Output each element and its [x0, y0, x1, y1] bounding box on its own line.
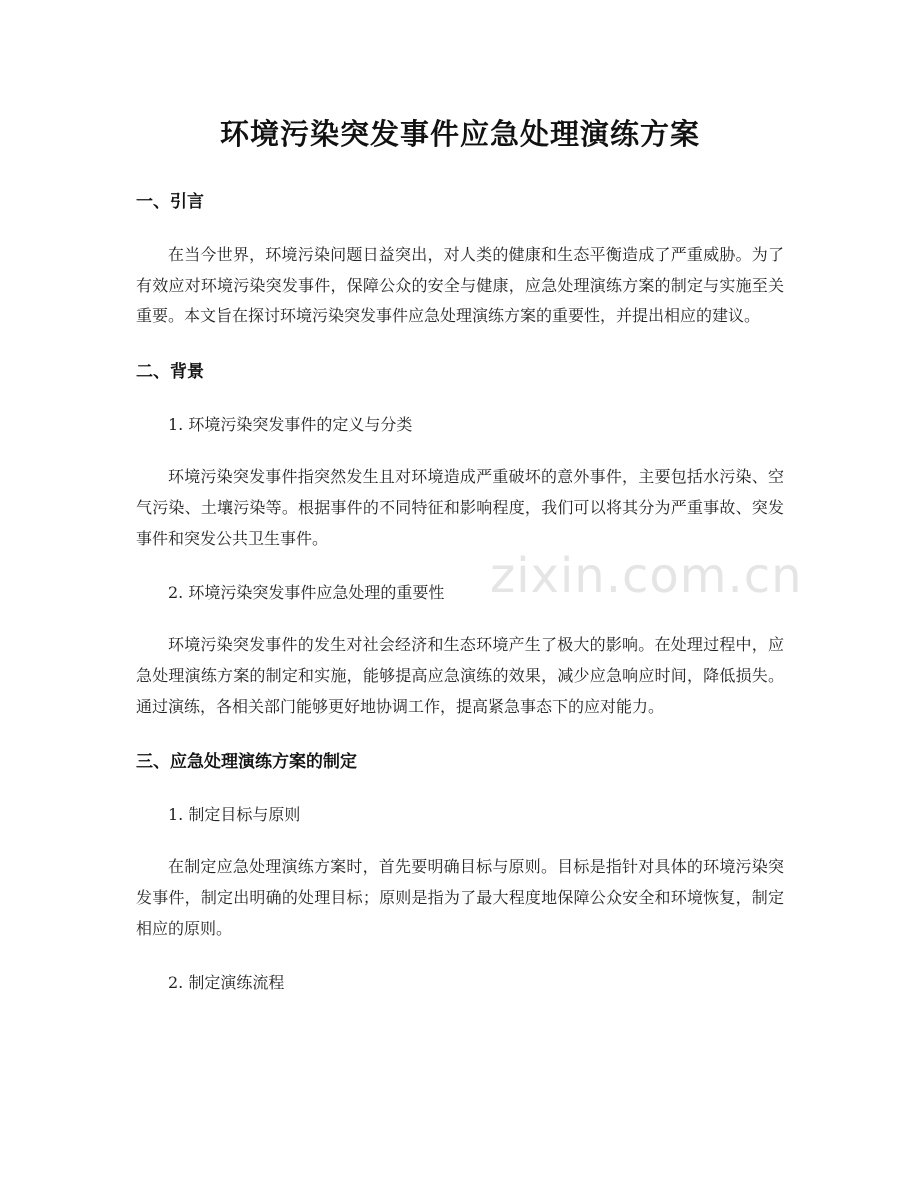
section-heading-plan: 三、应急处理演练方案的制定 — [136, 752, 357, 773]
subheading-importance: 2. 环境污染突发事件应急处理的重要性 — [168, 583, 445, 603]
definition-paragraph: 环境污染突发事件指突然发生且对环境造成严重破坏的意外事件，主要包括水污染、空气污染、土壤污染等。根据事件的不同特征和影响程度，我们可以将其分为严重事故、突发事件和突发公共卫生事件。 — [136, 467, 784, 548]
importance-paragraph: 环境污染突发事件的发生对社会经济和生态环境产生了极大的影响。在处理过程中，应急处理演练方案的制定和实施，能够提高应急演练的效果，减少应急响应时间，降低损失。通过演练，各相关部门能够更好地协调工作，提高紧急事态下的应对能力。 — [136, 635, 784, 716]
document-body — [136, 186, 784, 998]
intro-paragraph: 在当今世界，环境污染问题日益突出，对人类的健康和生态平衡造成了严重威胁。为了有效应对环境污染突发事件，保障公众的安全与健康，应急处理演练方案的制定与实施至关重要。本文旨在探讨环境污染突发事件应急处理演练方案的重要性，并提出相应的建议。 — [136, 245, 784, 326]
section-heading-background: 二、背景 — [136, 362, 204, 383]
subheading-goals: 1. 制定目标与原则 — [168, 805, 301, 825]
goals-paragraph: 在制定应急处理演练方案时，首先要明确目标与原则。目标是指针对具体的环境污染突发事件，制定出明确的处理目标；原则是指为了最大程度地保障公众安全和环境恢复，制定相应的原则。 — [136, 857, 784, 938]
subheading-definition: 1. 环境污染突发事件的定义与分类 — [168, 415, 413, 435]
section-heading-intro: 一、引言 — [136, 192, 204, 212]
document-title: 环境污染突发事件应急处理演练方案 — [219, 117, 700, 151]
watermark-text: zixin.com.cn — [490, 548, 803, 604]
subheading-drill-process: 2. 制定演练流程 — [168, 973, 285, 993]
